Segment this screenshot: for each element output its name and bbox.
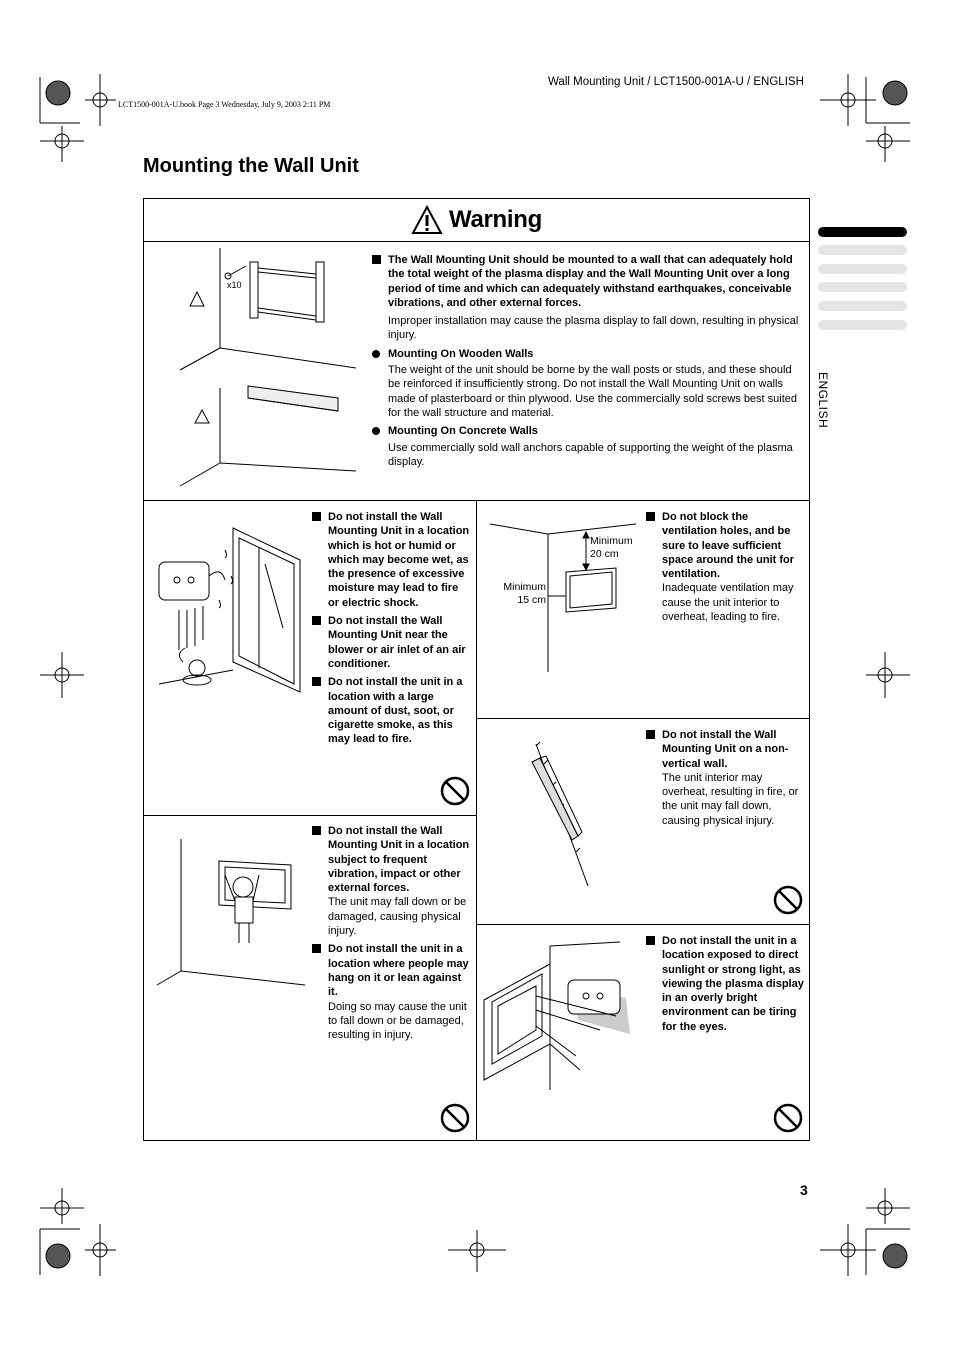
non-vertical-heading: Do not install the Wall Mounting Unit on a non-vertical wall. (662, 729, 789, 770)
hanging-body: Doing so may cause the unit to fall down or be damaged, resulting in injury. (328, 1000, 467, 1042)
divider (476, 500, 477, 1141)
sunlight-illustration (480, 940, 640, 1095)
non-vertical-warning (646, 728, 806, 828)
vibration-warnings (312, 824, 472, 1042)
non-vertical-wall-illustration (528, 740, 608, 890)
square-bullet-icon (646, 936, 655, 945)
wooden-walls-body: The weight of the unit should be borne by the wall posts or studs, and these should be reinforced if insufficiently strong. Do not install the Wall Mounting Unit on walls made of plasterboard or thin plywood. Use the commercially sold screws best suited for the wall structure and material. (388, 364, 798, 419)
prohibited-icon (773, 1103, 803, 1133)
concrete-walls-body: Use commercially sold wall anchors capable of supporting the weight of the plasma display. (388, 441, 793, 468)
square-bullet-icon (372, 255, 381, 264)
sunlight-heading: Do not install the unit in a location exposed to direct sunlight or strong light, as viewing the plasma display in an overly bright environment can be tiring for the eyes. (662, 935, 804, 1033)
divider (476, 924, 810, 925)
vibration-heading: Do not install the Wall Mounting Unit in a location subject to frequent vibration, impact or other external forces. (328, 825, 470, 895)
humid-location-illustration (155, 520, 305, 695)
page-number: 3 (800, 1182, 808, 1198)
section-tab (818, 264, 907, 274)
square-bullet-icon (646, 512, 655, 521)
square-bullet-icon (312, 826, 321, 835)
air-conditioner-warning: Do not install the Wall Mounting Unit near the blower or air inlet of an air conditioner. (328, 615, 466, 670)
clearance-left-label (500, 581, 546, 607)
humidity-warnings (312, 510, 472, 747)
sunlight-warning (646, 934, 806, 1034)
non-vertical-body: The unit interior may overheat, resulting in fire, or the unit may fall down, causing physical injury. (662, 771, 799, 827)
divider (476, 718, 810, 719)
wall-mount-illustration (170, 248, 370, 493)
ventilation-heading: Do not block the ventilation holes, and be sure to leave sufficient space around the unit for ventilation. (662, 511, 795, 581)
humidity-warning: Do not install the Wall Mounting Unit in a location which is hot or humid or which may become wet, as the presence of excessive moisture may lead to fire or electric shock. (328, 511, 470, 609)
hanging-heading: Do not install the unit in a location where people may hang on it or lean against it. (328, 943, 469, 999)
language-tab-label: ENGLISH (816, 372, 830, 429)
vibration-body: The unit may fall down or be damaged, causing physical injury. (328, 896, 467, 938)
warning-title: Warning (449, 206, 542, 233)
divider (143, 241, 810, 242)
dust-smoke-warning: Do not install the unit in a location with a large amount of dust, soot, or cigarette smoke, as this may lead to fire. (328, 676, 463, 746)
section-tab (818, 320, 907, 330)
clearance-top-label-line2: 20 cm (590, 548, 619, 560)
section-tab (818, 282, 907, 292)
main-warning-body: Improper installation may cause the plasma display to fall down, resulting in physical injury. (388, 315, 799, 342)
clearance-top-label-line1: Minimum (590, 535, 633, 547)
concrete-walls-heading: Mounting On Concrete Walls (388, 425, 538, 438)
document-header: Wall Mounting Unit / LCT1500-001A-U / ENGLISH (548, 76, 804, 88)
wooden-walls-heading: Mounting On Wooden Walls (388, 347, 534, 360)
round-bullet-icon (372, 350, 380, 358)
screw-count-label: x10 (227, 280, 242, 290)
warning-heading (143, 199, 810, 241)
child-hanging-illustration (155, 835, 305, 995)
square-bullet-icon (312, 944, 321, 953)
top-warnings (372, 253, 800, 469)
square-bullet-icon (312, 677, 321, 686)
square-bullet-icon (646, 730, 655, 739)
main-warning-heading: The Wall Mounting Unit should be mounted to a wall that can adequately hold the total weight of the plasma display and the Wall Mounting Unit over a long period of time and which can adequately withstand earthquakes, conceivable vibrations, and other external forces. (388, 254, 793, 309)
prohibited-icon (773, 885, 803, 915)
round-bullet-icon (372, 427, 380, 435)
warning-triangle-icon (411, 205, 443, 235)
section-tab-active (818, 227, 907, 237)
page-title: Mounting the Wall Unit (143, 155, 359, 177)
square-bullet-icon (312, 512, 321, 521)
section-tab (818, 301, 907, 311)
clearance-top-label (590, 535, 633, 561)
section-tab (818, 245, 907, 255)
prohibited-icon (440, 776, 470, 806)
clearance-left-label-line2: 15 cm (517, 594, 546, 606)
divider (143, 815, 477, 816)
book-info-line: LCT1500-001A-U.book Page 3 Wednesday, July 9, 2003 2:11 PM (118, 100, 331, 109)
ventilation-warning (646, 510, 806, 624)
square-bullet-icon (312, 616, 321, 625)
prohibited-icon (440, 1103, 470, 1133)
clearance-left-label-line1: Minimum (503, 581, 546, 593)
ventilation-body: Inadequate ventilation may cause the unit interior to overheat, leading to fire. (662, 582, 794, 624)
